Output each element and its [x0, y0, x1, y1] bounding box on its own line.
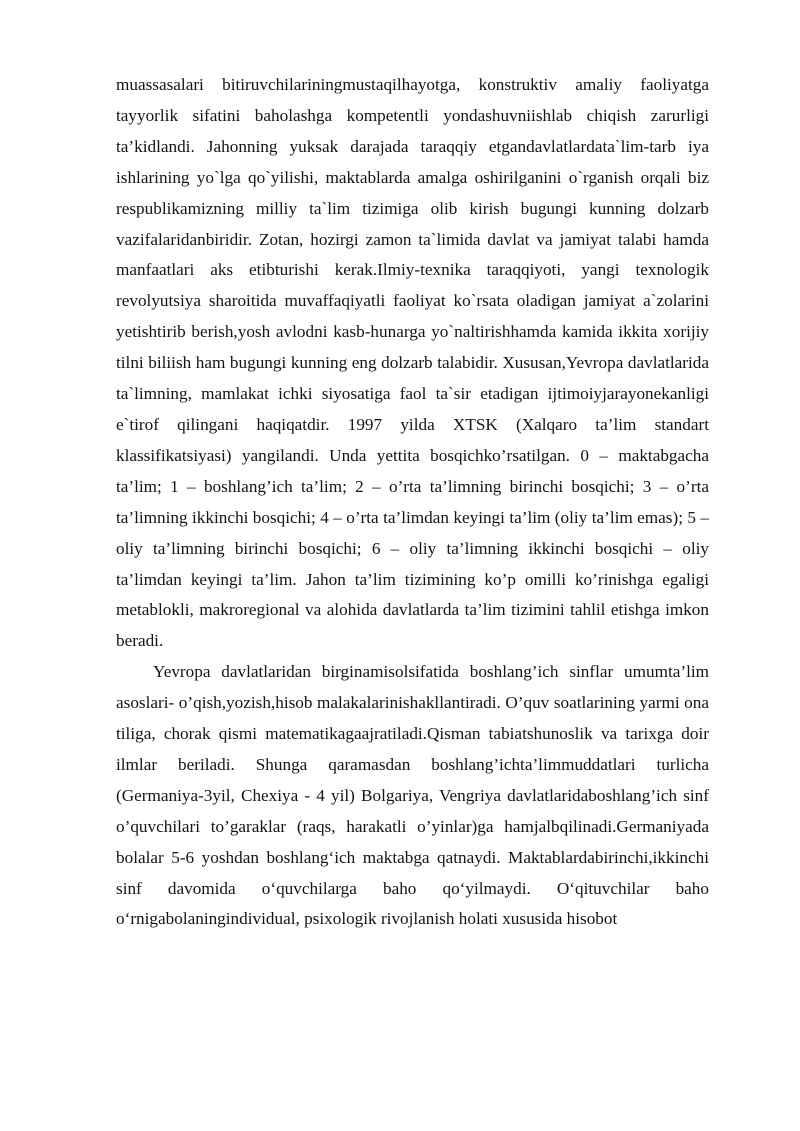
paragraph-2: Yevropa davlatlaridan birginamisolsifatida boshlang’ich sinflar umumta’lim asoslari- o’qish,yozish,hisob malakalarinishakllantiradi. O’quv soatlarining yarmi ona tiliga, chorak qismi matematikagaajratiladi.Qisman tabiatshunoslik va tarixga doir ilmlar beriladi. Shunga qaramasdan boshlang’ichta’limmuddatlari turlicha (Germaniya-3yil, Chexiya - 4 yil) Bolgariya, Vengriya davlatlaridaboshlang’ich sinf o’quvchilari to’garaklar (raqs, harakatli o’yinlar)ga hamjalbqilinadi.Germaniyada bolalar 5-6 yoshdan boshlang‘ich maktabga qatnaydi. Maktablardabirinchi,ikkinchi sinf davomida o‘quvchilarga baho qo‘yilmaydi. O‘qituvchilar baho o‘rnigabolaningindividual, psixologik rivojlanish holati xususida hisobot: [116, 662, 709, 929]
paragraph-1: muassasalari bitiruvchilariningmustaqilhayotga, konstruktiv amaliy faoliyatga tayyorlik sifatini baholashga kompetentli yondashuvniishlab chiqish zarurligi ta’kidlandi. Jahonning yuksak darajada taraqqiy etgandavlatlardata`lim-tarb iya ishlarining yo`lga qo`yilishi, maktablarda amalga oshirilganini o`rganish orqali biz respublikamizning milliy ta`lim tizimiga olib kirish bugungi kunning dolzarb vazifalaridanbiridir. Zotan, hozirgi zamon ta`limida davlat va jamiyat talabi hamda manfaatlari aks etibturishi kerak.Ilmiy-texnika taraqqiyoti, yangi texnologik revolyutsiya sharoitida muvaffaqiyatli faoliyat ko`rsata oladigan jamiyat a`zolarini yetishtirib berish,yosh avlodni kasb-hunarga yo`naltirishhamda kamida ikkita xorijiy tilni biliish ham bugungi kunning eng dolzarb talabidir. Xususan,Yevropa davlatlarida ta`limning, mamlakat ichki siyosatiga faol ta`sir etadigan ijtimoiyjarayonekanligi e`tirof qilingani haqiqatdir. 1997 yilda XTSK (Xalqaro ta’lim standart klassifikatsiyasi) yangilandi. Unda yettita bosqichko’rsatilgan. 0 – maktabgacha ta’lim; 1 – boshlang’ich ta’lim; 2 – o’rta ta’limning birinchi bosqichi; 3 – o’rta ta’limning ikkinchi bosqichi; 4 – o’rta ta’limdan keyingi ta’lim (oliy ta’lim emas); 5 – oliy ta’limning birinchi bosqichi; 6 – oliy ta’limning ikkinchi bosqichi – oliy ta’limdan keyingi ta’lim. Jahon ta’lim tizimining ko’p omilli ko’rinishga egaligi metablokli, makroregional va alohida davlatlarda ta’lim tizimini tahlil etishga imkon beradi.: [116, 75, 709, 651]
